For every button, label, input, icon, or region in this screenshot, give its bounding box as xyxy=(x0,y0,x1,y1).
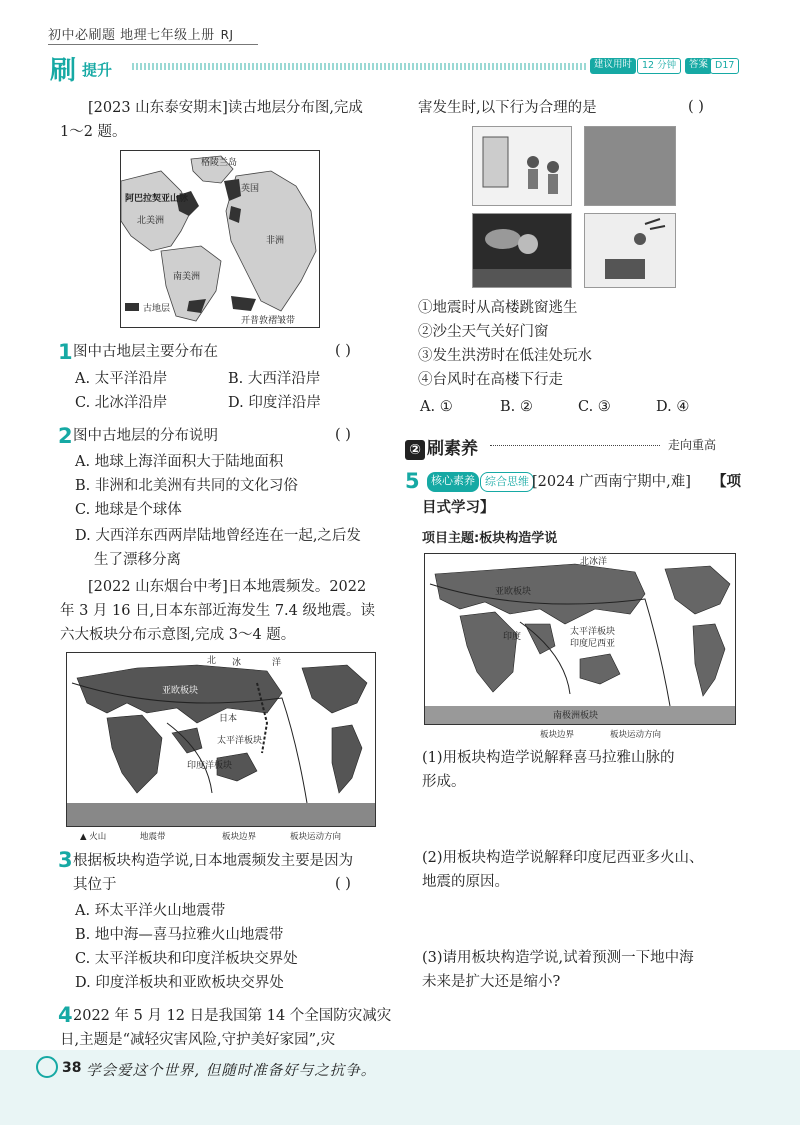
book-title: 初中必刷题 地理七年级上册 RJ xyxy=(48,28,234,43)
snail-icon xyxy=(36,1056,58,1078)
map3-label-eurasian: 亚欧板块 xyxy=(495,587,532,597)
map3-label-antarctic: 南极洲板块 xyxy=(553,711,599,721)
tag-core-literacy: 核心素养 xyxy=(427,472,479,492)
map2-label-pacific: 太平洋板块 xyxy=(217,736,263,746)
answer-page: D17 xyxy=(710,58,739,74)
header-rule xyxy=(48,44,258,45)
answer-label: 答案 xyxy=(685,58,712,74)
page-number: 38 xyxy=(62,1060,82,1076)
q3-stem-1: 根据板块构造学说,日本地震频发主要是因为 xyxy=(73,853,354,869)
q3-option-c[interactable]: C. 太平洋板块和印度洋板块交界处 xyxy=(75,951,298,967)
q5-sub1-line1: (1)用板块构造学说解释喜马拉雅山脉的 xyxy=(422,750,675,766)
q4-stem-1: 2022 年 5 月 12 日是我国第 14 个全国防灾减灾 xyxy=(73,1008,392,1024)
typhoon-illustration xyxy=(585,214,676,288)
six-plates-map xyxy=(66,652,376,827)
q4-option-a[interactable]: A. ① xyxy=(420,399,453,415)
q2-answer-blank[interactable]: ( ) xyxy=(335,427,351,443)
q3-answer-blank[interactable]: ( ) xyxy=(335,876,351,892)
q5-number: 5 xyxy=(405,469,420,493)
suggest-time-label: 建议用时 xyxy=(590,58,636,74)
q3-option-d[interactable]: D. 印度洋板块和亚欧板块交界处 xyxy=(75,975,284,991)
brand-mark: 刷 xyxy=(50,56,77,86)
map2-legend-seismic: 地震带 xyxy=(140,832,166,842)
map2-label-yang: 洋 xyxy=(272,658,282,668)
map1-legend: 古地层 xyxy=(143,304,171,314)
intro-2-line3: 六大板块分布示意图,完成 3～4 题。 xyxy=(60,627,296,643)
photo-jump-window xyxy=(472,126,572,206)
map3-label-yin: 印度 xyxy=(503,632,522,642)
q5-sub2-line2: 地震的原因。 xyxy=(422,874,509,890)
map1-label-greenland: 格陵兰岛 xyxy=(201,158,238,168)
q3-option-a[interactable]: A. 环太平洋火山地震带 xyxy=(75,903,226,919)
q2-stem: 图中古地层的分布说明 xyxy=(73,428,218,444)
q5-sub1-line2: 形成。 xyxy=(422,774,466,790)
section-tail: 走向重高 xyxy=(668,438,717,452)
map3-legend-direction: 板块运动方向 xyxy=(610,730,662,740)
map1-label-cape-fold: 开普敦褶皱带 xyxy=(241,316,296,326)
q3-stem-2: 其位于 xyxy=(73,877,117,893)
map1-label-appalachian: 阿巴拉契亚山脉 xyxy=(125,194,189,204)
q1-option-c[interactable]: C. 北冰洋沿岸 xyxy=(75,395,168,411)
q1-option-b[interactable]: B. 大西洋沿岸 xyxy=(228,371,321,387)
map2-legend-volcano: ▲ 火山 xyxy=(80,832,107,842)
q4-item-4: ④台风时在高楼下行走 xyxy=(418,372,563,388)
flood-illustration xyxy=(473,214,572,288)
map2-legend-boundary: 板块边界 xyxy=(222,832,257,842)
q4-stem-3: 害发生时,以下行为合理的是 xyxy=(418,100,597,116)
photo-sandstorm xyxy=(584,126,676,206)
q1-stem: 图中古地层主要分布在 xyxy=(73,344,218,360)
map2-label-japan: 日本 xyxy=(219,714,238,724)
plate-tectonics-map xyxy=(424,553,736,725)
map3-label-arctic: 北冰洋 xyxy=(580,557,608,567)
q2-option-c[interactable]: C. 地球是个球体 xyxy=(75,502,182,518)
map3-label-indonesia: 印度尼西亚 xyxy=(570,639,616,649)
map2-label-bei: 北 xyxy=(207,656,217,666)
section-dotted-line xyxy=(490,445,660,446)
map3-legend-boundary: 板块边界 xyxy=(540,730,575,740)
q2-number: 2 xyxy=(58,424,73,448)
map2-label-eurasian: 亚欧板块 xyxy=(162,686,199,696)
edition-label: RJ xyxy=(220,28,234,42)
q4-option-b[interactable]: B. ② xyxy=(500,399,533,415)
q2-option-b[interactable]: B. 非洲和北美洲有共同的文化习俗 xyxy=(75,478,298,494)
q4-item-2: ②沙尘天气关好门窗 xyxy=(418,324,549,340)
section-badge: ② xyxy=(405,440,425,460)
map2-label-indian: 印度洋板块 xyxy=(187,761,233,771)
q1-number: 1 xyxy=(58,340,73,364)
suggest-time-value: 12 分钟 xyxy=(637,58,681,74)
q5-sub3-line2: 未来是扩大还是缩小? xyxy=(422,974,561,990)
q5-kind: 【项 xyxy=(712,473,741,490)
q5-source: [2024 广西南宁期中,难] xyxy=(532,474,691,490)
q5-sub3-line1: (3)请用板块构造学说,试着预测一下地中海 xyxy=(422,950,694,966)
ancient-strata-map xyxy=(120,150,320,328)
intro-2-line2: 年 3 月 16 日,日本东部近海发生 7.4 级地震。读 xyxy=(60,603,375,619)
header-dots xyxy=(132,63,587,70)
map1-label-britain: 英国 xyxy=(241,184,260,194)
q3-number: 3 xyxy=(58,848,73,872)
photo-flood xyxy=(472,213,572,288)
brand-sub: 提升 xyxy=(82,61,113,79)
q2-option-d-cont: 生了漂移分离 xyxy=(94,552,181,568)
q2-option-d[interactable]: D. 大西洋东西两岸陆地曾经连在一起,之后发 xyxy=(75,528,361,544)
map2-legend-direction: 板块运动方向 xyxy=(290,832,342,842)
q3-option-b[interactable]: B. 地中海—喜马拉雅火山地震带 xyxy=(75,927,284,943)
jump-window-illustration xyxy=(473,127,572,206)
q4-answer-blank[interactable]: ( ) xyxy=(688,99,704,115)
tag-comprehensive-thinking: 综合思维 xyxy=(480,472,534,492)
footer-motto: 学会爱这个世界, 但随时准备好与之抗争。 xyxy=(86,1063,377,1079)
plate-tectonics-map-svg xyxy=(425,554,736,725)
map3-label-pacific: 太平洋板块 xyxy=(570,627,616,637)
q4-option-c[interactable]: C. ③ xyxy=(578,399,611,415)
map1-label-africa: 非洲 xyxy=(266,236,285,246)
map2-label-bing: 冰 xyxy=(232,658,242,668)
q1-option-d[interactable]: D. 印度洋沿岸 xyxy=(228,395,321,411)
q5-kind-cont: 目式学习】 xyxy=(422,499,495,516)
q1-answer-blank[interactable]: ( ) xyxy=(335,343,351,359)
six-plates-map-svg xyxy=(67,653,376,827)
q4-number: 4 xyxy=(58,1003,73,1027)
q4-option-d[interactable]: D. ④ xyxy=(656,399,690,415)
intro-1-line2: 1～2 题。 xyxy=(60,124,127,140)
map1-label-south-america: 南美洲 xyxy=(173,272,201,282)
section-title: ② 刷素养 xyxy=(405,434,478,460)
q5-theme: 项目主题:板块构造学说 xyxy=(422,531,558,546)
ancient-strata-map-svg xyxy=(121,151,320,328)
q4-item-3: ③发生洪涝时在低洼处玩水 xyxy=(418,348,592,364)
photo-typhoon xyxy=(584,213,676,288)
intro-1-line1: [2023 山东泰安期末]读古地层分布图,完成 xyxy=(88,100,363,116)
q5-sub2-line1: (2)用板块构造学说解释印度尼西亚多火山、 xyxy=(422,850,704,866)
q2-option-a[interactable]: A. 地球上海洋面积大于陆地面积 xyxy=(75,454,284,470)
map1-label-north-america: 北美洲 xyxy=(137,216,165,226)
intro-2-line1: [2022 山东烟台中考]日本地震频发。2022 xyxy=(88,579,367,595)
q1-option-a[interactable]: A. 太平洋沿岸 xyxy=(75,371,168,387)
q4-item-1: ①地震时从高楼跳窗逃生 xyxy=(418,300,578,316)
q4-stem-2: 日,主题是“减轻灾害风险,守护美好家园”,灾 xyxy=(60,1032,336,1048)
